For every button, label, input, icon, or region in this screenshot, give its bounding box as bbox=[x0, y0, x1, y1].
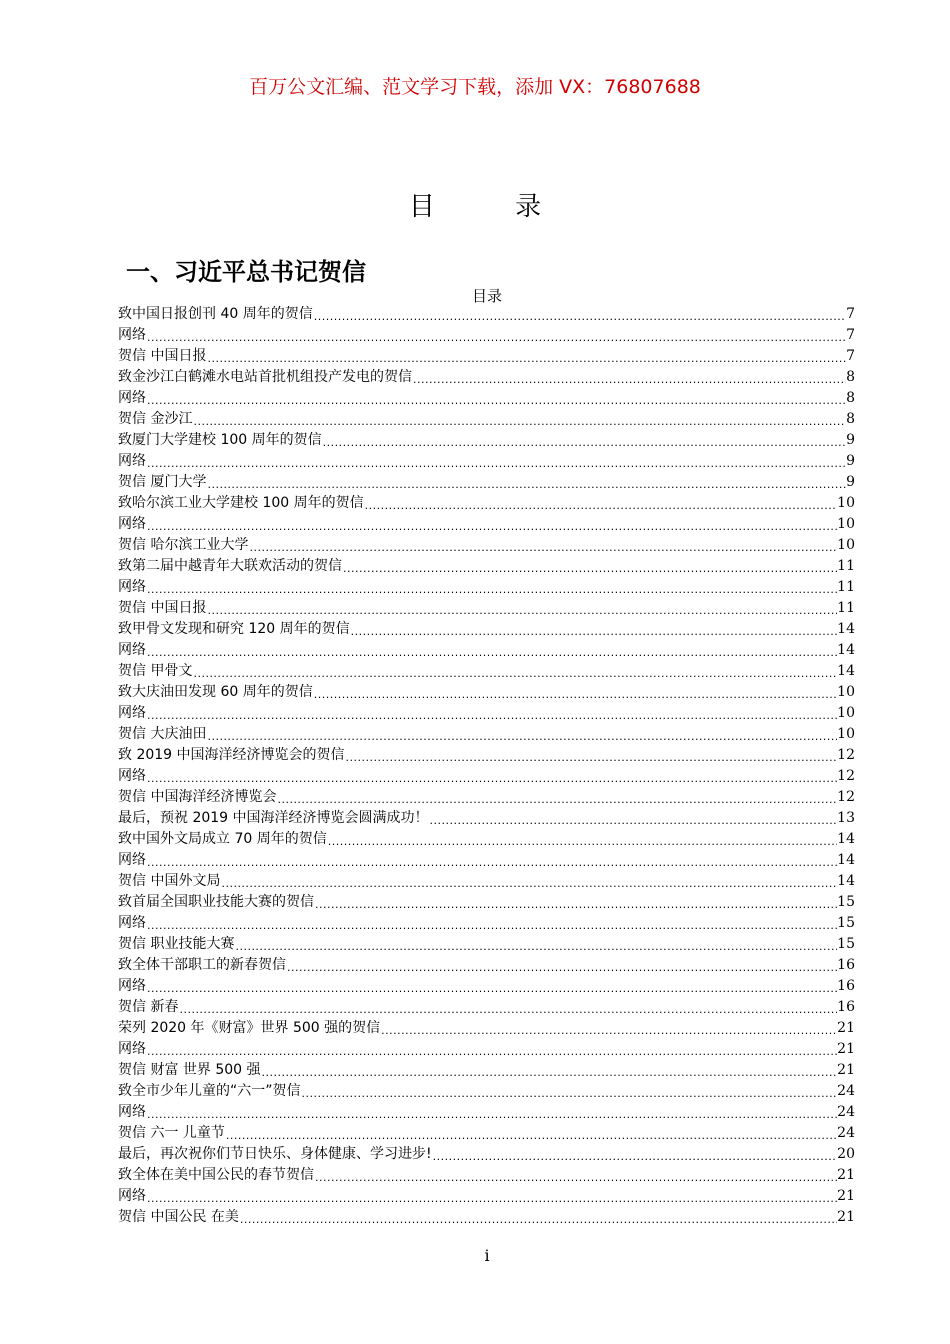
toc-dot-leader bbox=[380, 1024, 837, 1038]
toc-dot-leader bbox=[146, 457, 846, 471]
toc-entry-page: 21 bbox=[837, 1209, 855, 1225]
toc-dot-leader bbox=[364, 499, 838, 513]
toc-entry-page: 15 bbox=[837, 915, 855, 931]
toc-entry-label: 致中国外文局成立 70 周年的贺信 bbox=[118, 831, 327, 847]
toc-entry-page: 14 bbox=[837, 873, 855, 889]
toc-entry[interactable] bbox=[118, 1080, 855, 1101]
toc-entry[interactable] bbox=[118, 639, 855, 660]
toc-entry[interactable] bbox=[118, 975, 855, 996]
toc-dot-leader bbox=[146, 1045, 837, 1059]
toc-entry-label: 荣列 2020 年《财富》世界 500 强的贺信 bbox=[118, 1020, 381, 1036]
toc-entry-page: 21 bbox=[837, 1020, 855, 1036]
page-number: i bbox=[484, 1246, 490, 1265]
toc-entry[interactable] bbox=[118, 1101, 855, 1122]
toc-dot-leader bbox=[412, 373, 846, 387]
toc-entry-page: 10 bbox=[837, 726, 855, 742]
toc-dot-leader bbox=[146, 583, 837, 597]
toc-entry[interactable] bbox=[118, 1059, 855, 1080]
toc-entry-label: 网络 bbox=[118, 579, 146, 595]
toc-entry[interactable] bbox=[118, 492, 855, 513]
toc-entry-label: 网络 bbox=[118, 852, 146, 868]
toc-dot-leader bbox=[248, 541, 837, 555]
toc-entry-page: 24 bbox=[837, 1104, 855, 1120]
toc-entry-label: 贺信 中国日报 bbox=[118, 600, 207, 616]
toc-entry[interactable] bbox=[118, 996, 855, 1017]
toc-entry[interactable] bbox=[118, 828, 855, 849]
toc-entry-label: 最后，再次祝你们节日快乐、身体健康、学习进步! bbox=[118, 1146, 432, 1162]
toc-entry-page: 24 bbox=[837, 1083, 855, 1099]
toc-dot-leader bbox=[146, 331, 846, 345]
toc-dot-leader bbox=[146, 982, 837, 996]
toc-entry[interactable] bbox=[118, 1164, 855, 1185]
toc-entry[interactable] bbox=[118, 912, 855, 933]
toc-entry[interactable] bbox=[118, 765, 855, 786]
toc-entry-label: 贺信 六一 儿童节 bbox=[118, 1125, 225, 1141]
toc-entry-page: 12 bbox=[837, 768, 855, 784]
toc-entry-page: 21 bbox=[837, 1062, 855, 1078]
toc-entry-page: 14 bbox=[837, 642, 855, 658]
toc-entry[interactable] bbox=[118, 555, 855, 576]
toc-dot-leader bbox=[301, 1087, 838, 1101]
toc-entry-label: 致全市少年儿童的“六一”贺信 bbox=[118, 1083, 301, 1099]
toc-entry-label: 致第二届中越青年大联欢活动的贺信 bbox=[118, 558, 342, 574]
toc-entry-page: 10 bbox=[837, 495, 855, 511]
toc-dot-leader bbox=[276, 793, 837, 807]
toc-entry-label: 致大庆油田发现 60 周年的贺信 bbox=[118, 684, 313, 700]
toc-entry[interactable] bbox=[118, 597, 855, 618]
toc-dot-leader bbox=[146, 919, 837, 933]
toc-entry-label: 致全体在美中国公民的春节贺信 bbox=[118, 1167, 314, 1183]
toc-entry[interactable] bbox=[118, 408, 855, 429]
toc-entry-page: 14 bbox=[837, 852, 855, 868]
toc-entry[interactable] bbox=[118, 366, 855, 387]
toc-entry-page: 7 bbox=[846, 306, 855, 322]
toc-entry-label: 网络 bbox=[118, 768, 146, 784]
toc-entry-label: 网络 bbox=[118, 1188, 146, 1204]
toc-entry-page: 8 bbox=[846, 369, 855, 385]
toc-entry-label: 贺信 厦门大学 bbox=[118, 474, 207, 490]
toc-dot-leader bbox=[234, 940, 837, 954]
toc-entry-label: 网络 bbox=[118, 1104, 146, 1120]
toc-entry-label: 致中国日报创刊 40 周年的贺信 bbox=[118, 306, 313, 322]
toc-entry-label: 网络 bbox=[118, 516, 146, 532]
toc-dot-leader bbox=[146, 1108, 837, 1122]
toc-entry-label: 贺信 哈尔滨工业大学 bbox=[118, 537, 249, 553]
toc-entry[interactable] bbox=[118, 744, 855, 765]
toc-entry-label: 致厦门大学建校 100 周年的贺信 bbox=[118, 432, 322, 448]
toc-subtitle: 目录 bbox=[471, 287, 502, 305]
toc-dot-leader bbox=[146, 394, 846, 408]
toc-dot-leader bbox=[432, 1150, 838, 1164]
toc-entry-page: 12 bbox=[837, 789, 855, 805]
toc-dot-leader bbox=[313, 310, 846, 324]
toc-entry[interactable] bbox=[118, 681, 855, 702]
toc-entry-label: 网络 bbox=[118, 453, 146, 469]
toc-entry-page: 16 bbox=[837, 999, 855, 1015]
toc-entry-label: 贺信 中国外文局 bbox=[118, 873, 221, 889]
toc-entry-label: 贺信 甲骨文 bbox=[118, 663, 193, 679]
toc-entry[interactable] bbox=[118, 576, 855, 597]
toc-entry[interactable] bbox=[118, 870, 855, 891]
download-banner: 百万公文汇编、范文学习下载，添加 VX：76807688 bbox=[249, 76, 701, 98]
toc-entry-label: 贺信 中国公民 在美 bbox=[118, 1209, 239, 1225]
toc-entry-page: 14 bbox=[837, 831, 855, 847]
toc-entry[interactable] bbox=[118, 660, 855, 681]
toc-dot-leader bbox=[261, 1066, 838, 1080]
toc-entry[interactable] bbox=[118, 387, 855, 408]
toc-entry-page: 8 bbox=[846, 390, 855, 406]
toc-entry-label: 网络 bbox=[118, 978, 146, 994]
toc-entry-page: 11 bbox=[837, 600, 855, 616]
toc-entry[interactable] bbox=[118, 1122, 855, 1143]
toc-entry[interactable] bbox=[118, 429, 855, 450]
toc-entry[interactable] bbox=[118, 618, 855, 639]
toc-entry-label: 网络 bbox=[118, 390, 146, 406]
toc-entry-label: 贺信 大庆油田 bbox=[118, 726, 207, 742]
toc-entry-page: 14 bbox=[837, 663, 855, 679]
toc-entry-label: 最后，预祝 2019 中国海洋经济博览会圆满成功！ bbox=[118, 810, 429, 826]
toc-entry[interactable] bbox=[118, 954, 855, 975]
toc-dot-leader bbox=[206, 604, 837, 618]
toc-entry-page: 13 bbox=[837, 810, 855, 826]
toc-entry-page: 21 bbox=[837, 1188, 855, 1204]
toc-dot-leader bbox=[146, 520, 837, 534]
toc-entry[interactable] bbox=[118, 324, 855, 345]
toc-entry-label: 贺信 新春 bbox=[118, 999, 179, 1015]
toc-entry-label: 网络 bbox=[118, 642, 146, 658]
toc-entry[interactable] bbox=[118, 1143, 855, 1164]
toc-entry-label: 致 2019 中国海洋经济博览会的贺信 bbox=[118, 747, 345, 763]
toc-entry[interactable] bbox=[118, 1206, 855, 1227]
toc-entry[interactable] bbox=[118, 933, 855, 954]
toc-entry-page: 11 bbox=[837, 579, 855, 595]
toc-entry-label: 致首届全国职业技能大赛的贺信 bbox=[118, 894, 314, 910]
toc-dot-leader bbox=[429, 814, 838, 828]
toc-entry[interactable] bbox=[118, 1038, 855, 1059]
toc-entry-label: 贺信 财富 世界 500 强 bbox=[118, 1062, 261, 1078]
toc-entry-page: 11 bbox=[837, 558, 855, 574]
toc-dot-leader bbox=[220, 877, 837, 891]
toc-entry-page: 8 bbox=[846, 411, 855, 427]
toc-entry-page: 9 bbox=[846, 432, 855, 448]
toc-entry-page: 10 bbox=[837, 684, 855, 700]
toc-entry-page: 21 bbox=[837, 1167, 855, 1183]
toc-dot-leader bbox=[225, 1129, 837, 1143]
toc-entry-page: 14 bbox=[837, 621, 855, 637]
toc-entry[interactable] bbox=[118, 513, 855, 534]
toc-dot-leader bbox=[146, 856, 837, 870]
toc-entry[interactable] bbox=[118, 786, 855, 807]
toc-entry[interactable] bbox=[118, 471, 855, 492]
toc-dot-leader bbox=[146, 709, 837, 723]
toc-dot-leader bbox=[314, 898, 837, 912]
toc-dot-leader bbox=[327, 835, 837, 849]
table-of-contents bbox=[118, 303, 855, 1227]
toc-entry[interactable] bbox=[118, 891, 855, 912]
toc-entry-page: 15 bbox=[837, 894, 855, 910]
toc-entry-label: 贺信 中国海洋经济博览会 bbox=[118, 789, 277, 805]
toc-entry-page: 7 bbox=[846, 327, 855, 343]
toc-entry-label: 网络 bbox=[118, 915, 146, 931]
toc-entry-page: 12 bbox=[837, 747, 855, 763]
toc-dot-leader bbox=[314, 1171, 837, 1185]
toc-entry[interactable] bbox=[118, 303, 855, 324]
toc-dot-leader bbox=[206, 730, 837, 744]
toc-dot-leader bbox=[178, 1003, 837, 1017]
toc-dot-leader bbox=[345, 751, 838, 765]
toc-dot-leader bbox=[286, 961, 837, 975]
toc-entry-page: 16 bbox=[837, 978, 855, 994]
toc-entry-page: 20 bbox=[837, 1146, 855, 1162]
toc-entry-page: 16 bbox=[837, 957, 855, 973]
page-title: 目 录 bbox=[408, 192, 578, 222]
toc-entry-label: 致甲骨文发现和研究 120 周年的贺信 bbox=[118, 621, 350, 637]
toc-entry-page: 24 bbox=[837, 1125, 855, 1141]
toc-dot-leader bbox=[146, 1192, 837, 1206]
toc-dot-leader bbox=[206, 352, 846, 366]
toc-dot-leader bbox=[350, 625, 838, 639]
toc-entry-page: 9 bbox=[846, 474, 855, 490]
toc-entry[interactable] bbox=[118, 807, 855, 828]
toc-entry[interactable] bbox=[118, 723, 855, 744]
toc-entry[interactable] bbox=[118, 1185, 855, 1206]
toc-entry-label: 网络 bbox=[118, 327, 146, 343]
toc-entry-label: 贺信 金沙江 bbox=[118, 411, 193, 427]
toc-dot-leader bbox=[342, 562, 837, 576]
toc-entry-label: 致哈尔滨工业大学建校 100 周年的贺信 bbox=[118, 495, 364, 511]
toc-entry[interactable] bbox=[118, 702, 855, 723]
toc-entry-label: 贺信 职业技能大赛 bbox=[118, 936, 235, 952]
toc-entry[interactable] bbox=[118, 450, 855, 471]
toc-entry-page: 21 bbox=[837, 1041, 855, 1057]
toc-entry[interactable] bbox=[118, 1017, 855, 1038]
toc-entry-page: 10 bbox=[837, 705, 855, 721]
section-heading: 一、习近平总书记贺信 bbox=[126, 258, 366, 286]
toc-entry-page: 15 bbox=[837, 936, 855, 952]
toc-entry[interactable] bbox=[118, 345, 855, 366]
toc-entry[interactable] bbox=[118, 534, 855, 555]
toc-dot-leader bbox=[146, 646, 837, 660]
toc-entry-label: 贺信 中国日报 bbox=[118, 348, 207, 364]
toc-entry-label: 网络 bbox=[118, 705, 146, 721]
toc-entry-label: 致金沙江白鹤滩水电站首批机组投产发电的贺信 bbox=[118, 369, 412, 385]
toc-dot-leader bbox=[192, 415, 846, 429]
toc-dot-leader bbox=[313, 688, 837, 702]
toc-entry-label: 网络 bbox=[118, 1041, 146, 1057]
toc-entry-page: 10 bbox=[837, 537, 855, 553]
toc-entry-page: 7 bbox=[846, 348, 855, 364]
toc-dot-leader bbox=[192, 667, 837, 681]
toc-dot-leader bbox=[322, 436, 846, 450]
toc-entry-page: 10 bbox=[837, 516, 855, 532]
toc-dot-leader bbox=[146, 772, 837, 786]
toc-dot-leader bbox=[239, 1213, 837, 1227]
toc-entry[interactable] bbox=[118, 849, 855, 870]
toc-dot-leader bbox=[206, 478, 846, 492]
toc-entry-label: 致全体干部职工的新春贺信 bbox=[118, 957, 286, 973]
toc-entry-page: 9 bbox=[846, 453, 855, 469]
